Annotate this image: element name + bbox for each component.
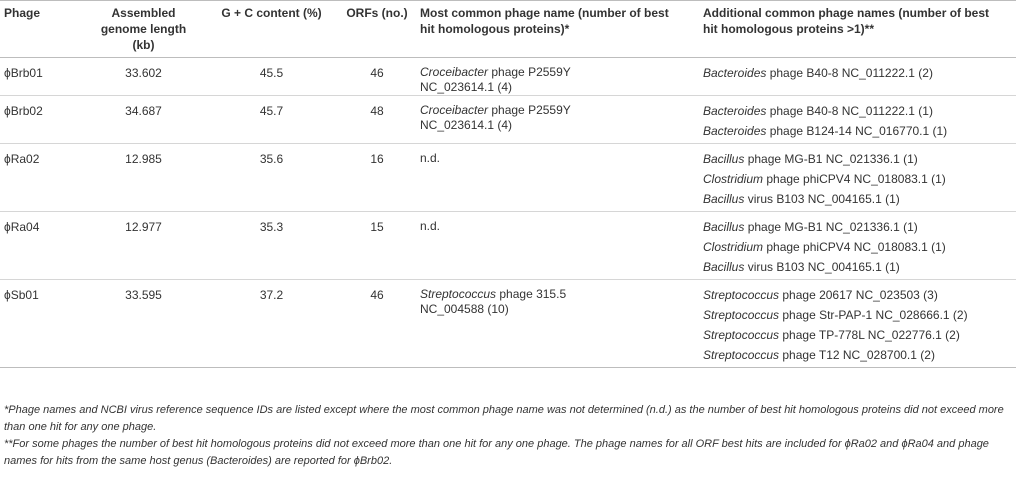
most-common-line-2: NC_004588 (10) bbox=[420, 302, 509, 316]
cell-orfs-text: 16 bbox=[370, 152, 384, 166]
most-common-genus: Streptococcus bbox=[420, 287, 497, 301]
cell-gc-content-text: 35.3 bbox=[259, 220, 284, 234]
cell-phage-text: ϕBrb02 bbox=[4, 104, 43, 118]
cell-genome-length-text: 33.602 bbox=[125, 66, 162, 80]
additional-genus: Bacteroides bbox=[703, 66, 767, 80]
most-common-genus: Croceibacter bbox=[420, 65, 489, 79]
additional-name: phage B40-8 NC_011222.1 (2) bbox=[766, 66, 933, 80]
cell-phage bbox=[0, 144, 82, 212]
table-row bbox=[0, 144, 1016, 212]
cell-orfs bbox=[338, 212, 416, 280]
cell-gc-content bbox=[205, 280, 338, 368]
most-common-name: n.d. bbox=[420, 219, 441, 233]
cell-phage bbox=[0, 96, 82, 144]
cell-gc-content-text: 45.5 bbox=[259, 66, 284, 80]
additional-name: phage B124-14 NC_016770.1 (1) bbox=[766, 124, 948, 138]
additional-genus: Clostridium bbox=[703, 172, 764, 186]
cell-gc-content-text: 35.6 bbox=[259, 152, 284, 166]
header-genome-length: Assembled genome length (kb) bbox=[100, 6, 187, 52]
additional-phage-item bbox=[703, 285, 1012, 305]
header-orfs: ORFs (no.) bbox=[346, 6, 408, 20]
footnote-1: *Phage names and NCBI virus reference sequence IDs are listed except where the most common phage name was not determined (n.d.) as the number of best hit homologous proteins did not exceed more than one hit for any one phage. bbox=[4, 404, 1004, 433]
cell-orfs-text: 46 bbox=[370, 66, 384, 80]
additional-name: phage MG-B1 NC_021336.1 (1) bbox=[744, 152, 918, 166]
cell-gc-content bbox=[205, 96, 338, 144]
cell-gc-content bbox=[205, 144, 338, 212]
cell-phage bbox=[0, 58, 82, 96]
cell-orfs bbox=[338, 280, 416, 368]
table-row bbox=[0, 96, 1016, 144]
additional-phage-item bbox=[703, 325, 1012, 345]
table-header bbox=[0, 1, 1016, 58]
additional-name: virus B103 NC_004165.1 (1) bbox=[744, 260, 900, 274]
most-common-genus: Croceibacter bbox=[420, 103, 489, 117]
cell-orfs bbox=[338, 144, 416, 212]
additional-genus: Bacillus bbox=[703, 152, 745, 166]
cell-orfs bbox=[338, 58, 416, 96]
additional-genus: Bacteroides bbox=[703, 124, 767, 138]
most-common-line-2: NC_023614.1 (4) bbox=[420, 80, 513, 94]
additional-genus: Bacillus bbox=[703, 192, 745, 206]
most-common-name: phage P2559Y bbox=[488, 103, 571, 117]
cell-additional bbox=[699, 280, 1016, 368]
additional-genus: Bacillus bbox=[703, 260, 745, 274]
cell-gc-content bbox=[205, 58, 338, 96]
cell-orfs-text: 15 bbox=[370, 220, 384, 234]
cell-most-common bbox=[416, 58, 699, 96]
footnotes bbox=[4, 402, 1012, 470]
additional-name: phage TP-778L NC_022776.1 (2) bbox=[779, 328, 960, 342]
cell-genome-length-text: 34.687 bbox=[125, 104, 162, 118]
header-phage: Phage bbox=[4, 6, 41, 20]
cell-gc-content-text: 45.7 bbox=[259, 104, 284, 118]
cell-phage-text: ϕBrb01 bbox=[4, 66, 43, 80]
header-most-common: Most common phage name (number of best hit homologous proteins)* bbox=[420, 6, 669, 36]
additional-genus: Streptococcus bbox=[703, 288, 780, 302]
cell-genome-length-text: 33.595 bbox=[125, 288, 162, 302]
table-body bbox=[0, 58, 1016, 368]
most-common-line-1 bbox=[420, 219, 695, 234]
additional-genus: Clostridium bbox=[703, 240, 764, 254]
cell-additional bbox=[699, 58, 1016, 96]
additional-name: phage Str-PAP-1 NC_028666.1 (2) bbox=[779, 308, 968, 322]
additional-phage-item bbox=[703, 237, 1012, 257]
most-common-name: n.d. bbox=[420, 151, 441, 165]
additional-phage-item bbox=[703, 257, 1012, 277]
cell-gc-content-text: 37.2 bbox=[259, 288, 284, 302]
cell-phage bbox=[0, 212, 82, 280]
additional-phage-item bbox=[703, 149, 1012, 169]
cell-genome-length bbox=[82, 58, 205, 96]
table-row bbox=[0, 58, 1016, 96]
most-common-name: phage 315.5 bbox=[496, 287, 567, 301]
cell-additional bbox=[699, 96, 1016, 144]
additional-phage-item bbox=[703, 169, 1012, 189]
cell-genome-length-text: 12.977 bbox=[125, 220, 162, 234]
additional-name: phage B40-8 NC_011222.1 (1) bbox=[766, 104, 933, 118]
most-common-line-1 bbox=[420, 65, 695, 80]
header-row bbox=[0, 1, 1016, 58]
cell-genome-length bbox=[82, 144, 205, 212]
additional-phage-item bbox=[703, 121, 1012, 141]
cell-most-common bbox=[416, 144, 699, 212]
footnote-2: **For some phages the number of best hit homologous proteins did not exceed more than one hit for any one phage. The phage names for all ORF best hits are included for ϕRa02 and ϕRa04 and phage names for hits from the same host genus (Bacteroides) are reported for ϕBrb02. bbox=[4, 438, 989, 467]
table-row bbox=[0, 280, 1016, 368]
cell-phage-text: ϕRa02 bbox=[4, 152, 40, 166]
additional-phage-item bbox=[703, 305, 1012, 325]
additional-phage-item bbox=[703, 101, 1012, 121]
additional-genus: Streptococcus bbox=[703, 328, 780, 342]
additional-genus: Bacillus bbox=[703, 220, 745, 234]
cell-additional bbox=[699, 144, 1016, 212]
cell-orfs bbox=[338, 96, 416, 144]
cell-phage-text: ϕSb01 bbox=[4, 288, 39, 302]
additional-name: phage phiCPV4 NC_018083.1 (1) bbox=[763, 240, 946, 254]
header-gc-content: G + C content (%) bbox=[221, 6, 322, 20]
additional-name: phage MG-B1 NC_021336.1 (1) bbox=[744, 220, 918, 234]
cell-additional bbox=[699, 212, 1016, 280]
additional-phage-item bbox=[703, 217, 1012, 237]
additional-genus: Streptococcus bbox=[703, 308, 780, 322]
most-common-name: phage P2559Y bbox=[488, 65, 571, 79]
cell-most-common bbox=[416, 212, 699, 280]
additional-genus: Bacteroides bbox=[703, 104, 767, 118]
additional-name: phage 20617 NC_023503 (3) bbox=[779, 288, 938, 302]
most-common-line-1 bbox=[420, 151, 695, 166]
cell-orfs-text: 46 bbox=[370, 288, 384, 302]
additional-name: phage phiCPV4 NC_018083.1 (1) bbox=[763, 172, 946, 186]
cell-genome-length bbox=[82, 212, 205, 280]
cell-genome-length bbox=[82, 96, 205, 144]
additional-genus: Streptococcus bbox=[703, 348, 780, 362]
cell-orfs-text: 48 bbox=[370, 104, 384, 118]
cell-phage-text: ϕRa04 bbox=[4, 220, 40, 234]
cell-genome-length-text: 12.985 bbox=[125, 152, 162, 166]
additional-name: virus B103 NC_004165.1 (1) bbox=[744, 192, 900, 206]
table-row bbox=[0, 212, 1016, 280]
most-common-line-1 bbox=[420, 103, 695, 118]
most-common-line-2: NC_023614.1 (4) bbox=[420, 118, 513, 132]
header-additional: Additional common phage names (number of best hit homologous proteins >1)** bbox=[703, 6, 990, 36]
most-common-line-1 bbox=[420, 287, 695, 302]
cell-phage bbox=[0, 280, 82, 368]
cell-most-common bbox=[416, 96, 699, 144]
additional-phage-item bbox=[703, 63, 1012, 83]
cell-genome-length bbox=[82, 280, 205, 368]
additional-phage-item bbox=[703, 345, 1012, 365]
additional-name: phage T12 NC_028700.1 (2) bbox=[779, 348, 935, 362]
cell-most-common bbox=[416, 280, 699, 368]
additional-phage-item bbox=[703, 189, 1012, 209]
cell-gc-content bbox=[205, 212, 338, 280]
